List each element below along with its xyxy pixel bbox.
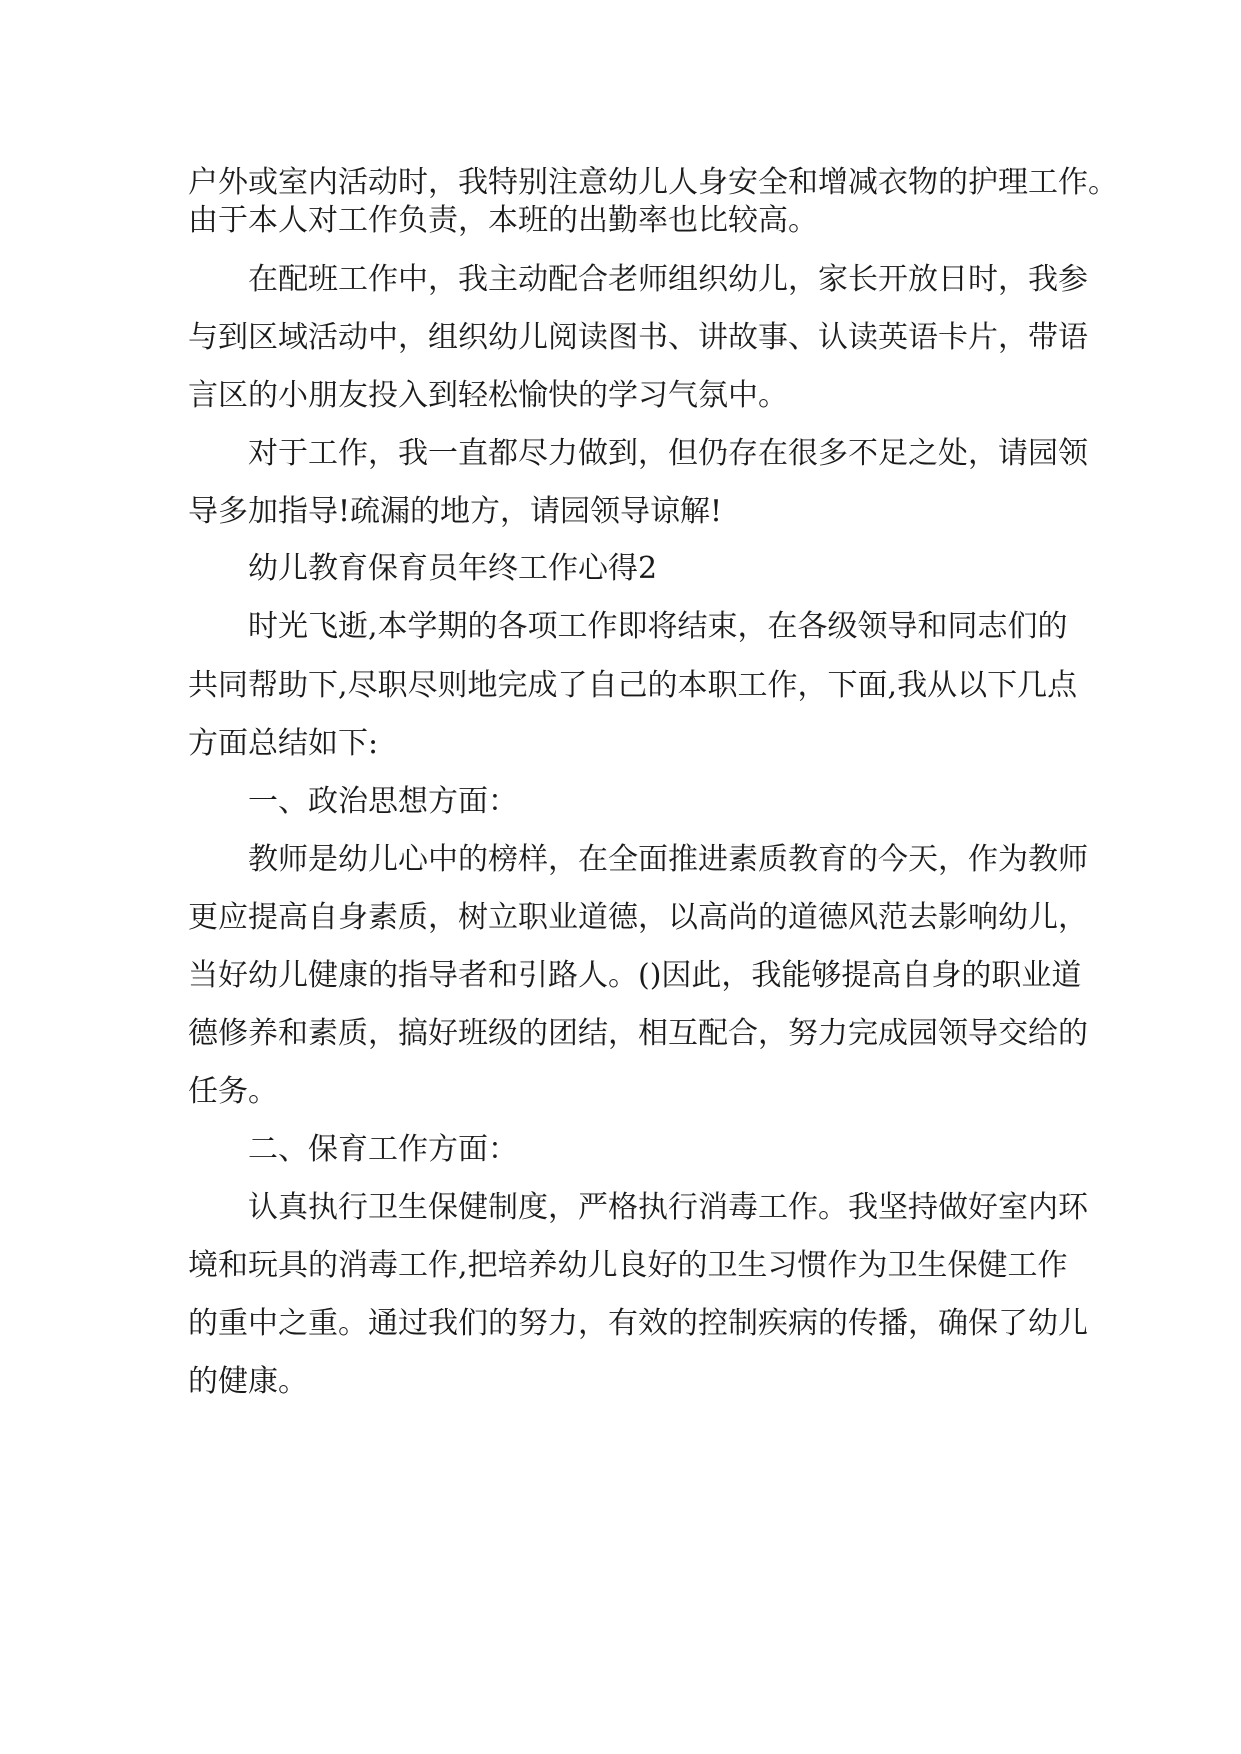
text-line: 德修养和素质，搞好班级的团结，相互配合，努力完成园领导交给的 bbox=[188, 1016, 1088, 1051]
paragraph-line: 对于工作，我一直都尽力做到，但仍存在很多不足之处，请园领 bbox=[248, 436, 1088, 471]
text-line: 境和玩具的消毒工作,把培养幼儿良好的卫生习惯作为卫生保健工作 bbox=[188, 1248, 1068, 1283]
paragraph-line: 认真执行卫生保健制度，严格执行消毒工作。我坚持做好室内环 bbox=[248, 1190, 1088, 1225]
text-line: 的重中之重。通过我们的努力，有效的控制疾病的传播，确保了幼儿 bbox=[188, 1306, 1088, 1341]
text-line: 言区的小朋友投入到轻松愉快的学习气氛中。 bbox=[188, 378, 788, 413]
subsection-heading: 二、保育工作方面： bbox=[248, 1132, 518, 1167]
paragraph-line: 时光飞逝,本学期的各项工作即将结束，在各级领导和同志们的 bbox=[248, 609, 1068, 644]
text-line: 导多加指导!疏漏的地方，请园领导谅解! bbox=[188, 494, 723, 529]
text-line: 户外或室内活动时，我特别注意幼儿人身安全和增减衣物的护理工作。 bbox=[188, 165, 1118, 200]
text-line: 共同帮助下,尽职尽则地完成了自己的本职工作，下面,我从以下几点 bbox=[188, 668, 1078, 703]
paragraph-line: 教师是幼儿心中的榜样，在全面推进素质教育的今天，作为教师 bbox=[248, 842, 1088, 877]
paragraph-line: 在配班工作中，我主动配合老师组织幼儿，家长开放日时，我参 bbox=[248, 262, 1088, 297]
text-line: 当好幼儿健康的指导者和引路人。()因此，我能够提高自身的职业道 bbox=[188, 958, 1082, 993]
text-line: 任务。 bbox=[188, 1074, 278, 1109]
text-line: 方面总结如下: bbox=[188, 726, 379, 761]
section-heading: 幼儿教育保育员年终工作心得2 bbox=[248, 551, 658, 586]
text-line: 由于本人对工作负责，本班的出勤率也比较高。 bbox=[188, 203, 818, 238]
text-line: 更应提高自身素质，树立职业道德，以高尚的道德风范去影响幼儿， bbox=[188, 900, 1088, 935]
subsection-heading: 一、政治思想方面： bbox=[248, 784, 518, 819]
text-line: 与到区域活动中，组织幼儿阅读图书、讲故事、认读英语卡片，带语 bbox=[188, 320, 1088, 355]
text-line: 的健康。 bbox=[188, 1364, 308, 1399]
